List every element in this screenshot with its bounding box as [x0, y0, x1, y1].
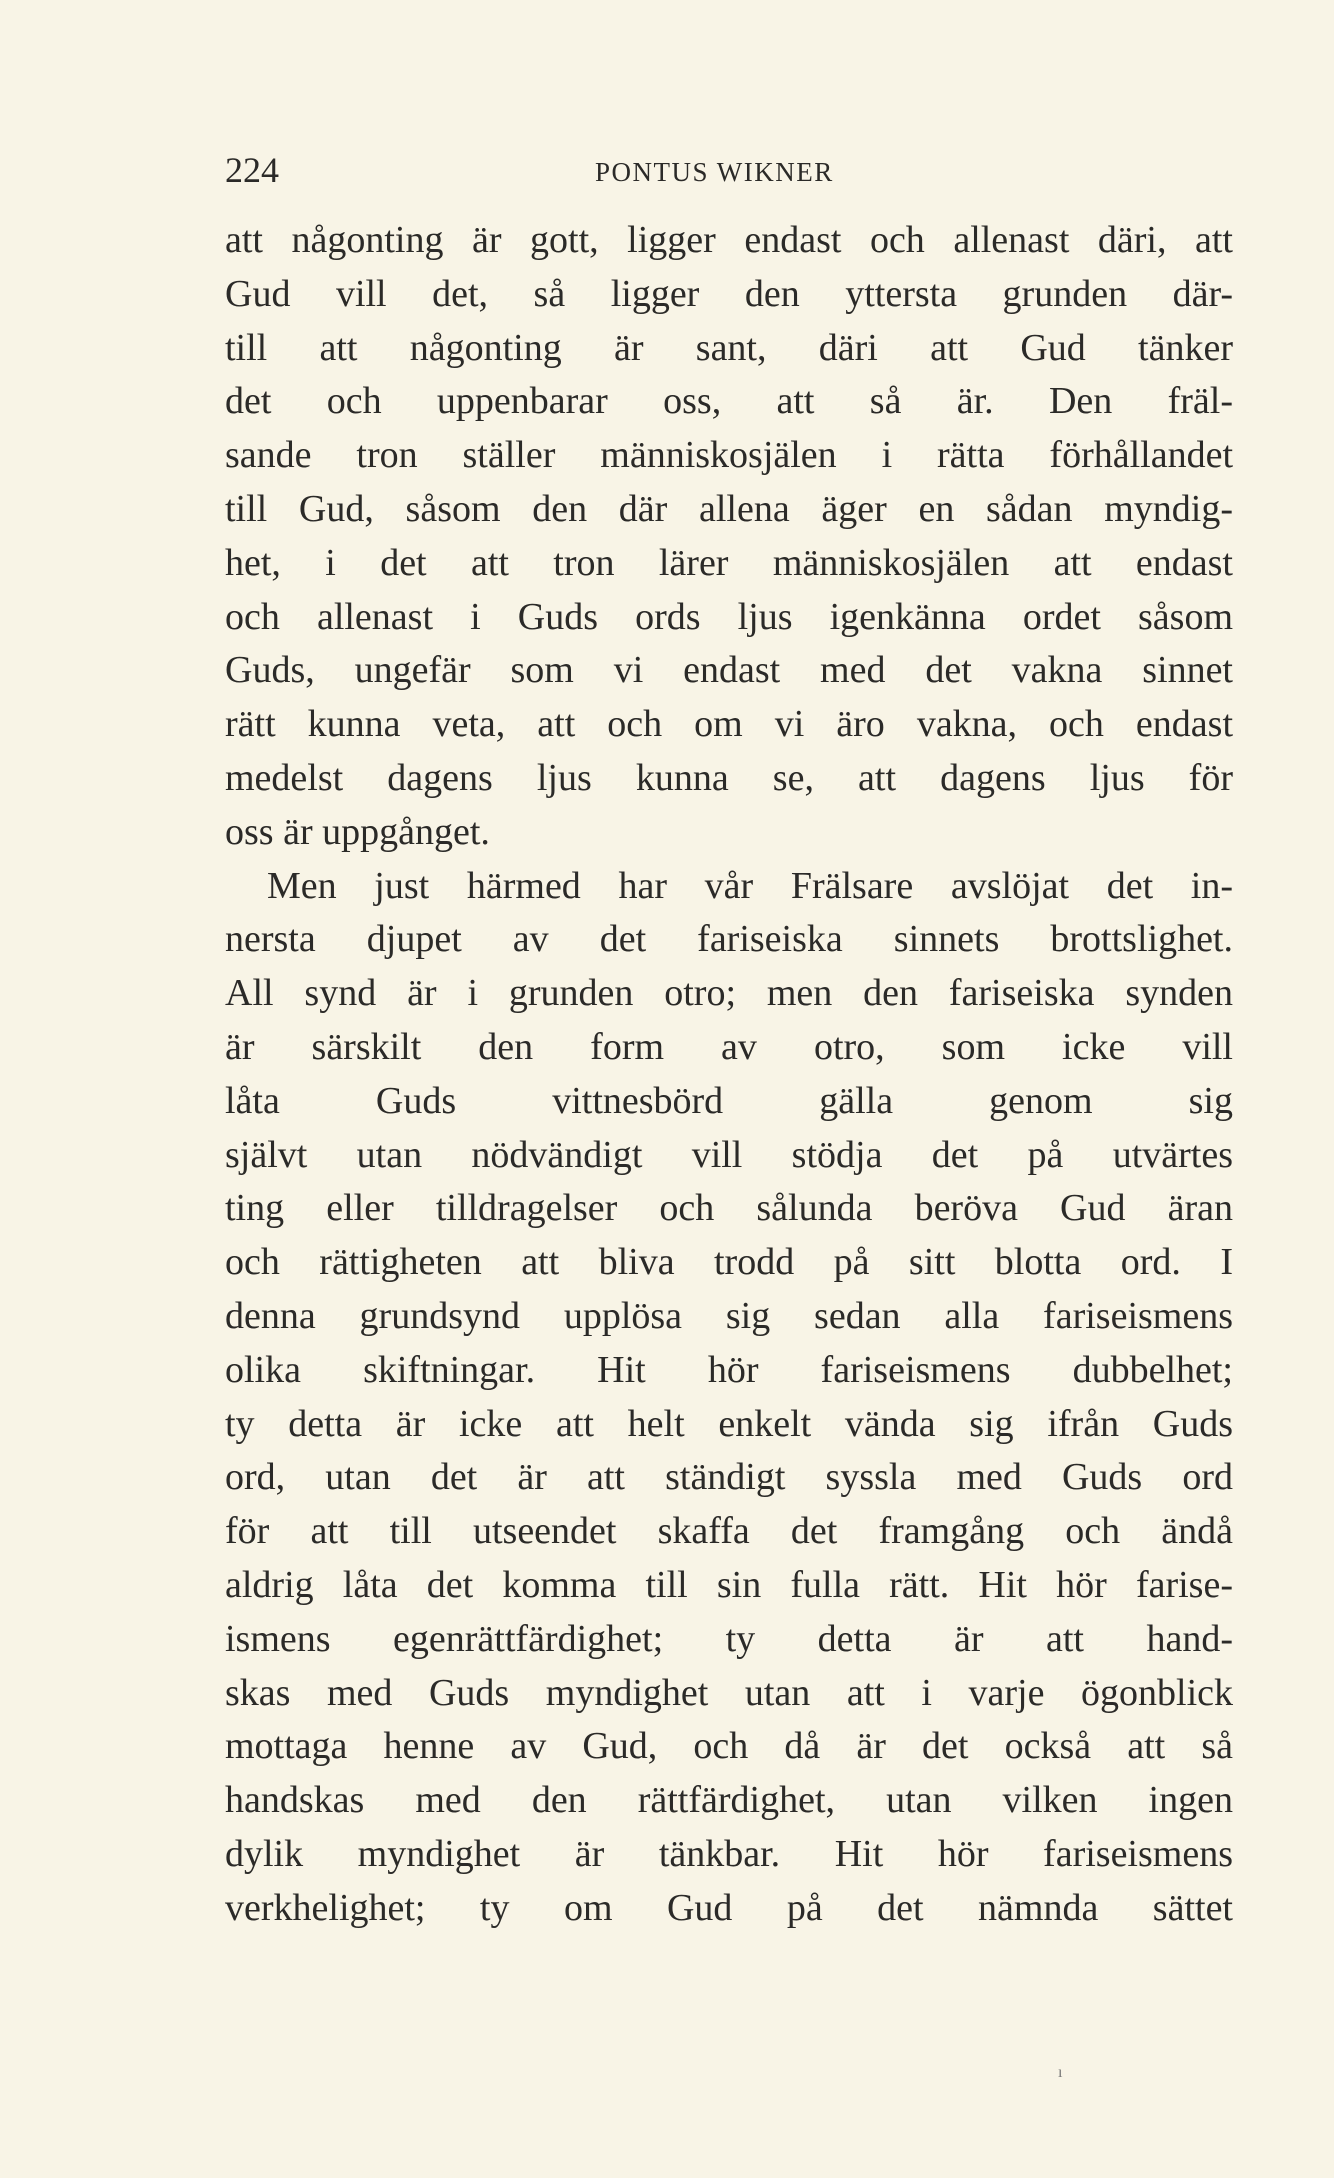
- text-line: dylik myndighet är tänkbar. Hit hör fariseismens: [225, 1832, 1233, 1875]
- text-line: verkhelighet; ty om Gud på det nämnda sättet: [225, 1886, 1233, 1929]
- page-number: 224: [225, 150, 279, 190]
- text-line: medelst dagens ljus kunna se, att dagens ljus för: [225, 756, 1233, 799]
- running-title: PONTUS WIKNER: [595, 157, 834, 187]
- text-line: att någonting är gott, ligger endast och allenast däri, att: [225, 219, 1233, 261]
- text-line: det och uppenbarar oss, att så är. Den fräl-: [225, 380, 1233, 423]
- text-line: och rättigheten att bliva trodd på sitt blotta ord. I: [225, 1241, 1233, 1284]
- text-line: för att till utseendet skaffa det framgång och ändå: [225, 1510, 1233, 1553]
- text-line: All synd är i grunden otro; men den fariseiska synden: [225, 972, 1233, 1015]
- text-line: handskas med den rättfärdighet, utan vilken ingen: [225, 1779, 1233, 1822]
- text-line: mottaga henne av Gud, och då är det också att så: [225, 1725, 1233, 1768]
- text-line: och allenast i Guds ords ljus igenkänna ordet såsom: [225, 595, 1233, 638]
- text-line: het, i det att tron lärer människosjälen att endast: [225, 541, 1233, 584]
- text-line: ty detta är icke att helt enkelt vända sig ifrån Guds: [225, 1402, 1233, 1445]
- text-line: Guds, ungefär som vi endast med det vakna sinnet: [225, 649, 1233, 692]
- text-line: låta Guds vittnesbörd gälla genom sig: [225, 1079, 1233, 1122]
- text-line: självt utan nödvändigt vill stödja det på utvärtes: [225, 1133, 1233, 1176]
- text-line: till att någonting är sant, däri att Gud tänker: [225, 326, 1233, 369]
- text-line: är särskilt den form av otro, som icke vill: [225, 1025, 1233, 1068]
- stray-print-mark: ı: [1058, 2064, 1063, 2081]
- text-line: till Gud, såsom den där allena äger en sådan myndig-: [225, 487, 1233, 530]
- text-line: Gud vill det, så ligger den yttersta grunden där-: [225, 272, 1233, 315]
- text-line: ord, utan det är att ständigt syssla med Guds ord: [225, 1456, 1233, 1499]
- text-line: rätt kunna veta, att och om vi äro vakna, och endast: [225, 703, 1233, 746]
- text-line: nersta djupet av det fariseiska sinnets brottslighet.: [225, 918, 1233, 961]
- paragraph-start-line: Men just härmed har vår Frälsare avslöjat det in-: [267, 864, 1233, 907]
- paragraph-end-line: oss är uppgånget.: [225, 810, 490, 853]
- text-line: denna grundsynd upplösa sig sedan alla fariseismens: [225, 1294, 1233, 1337]
- page-header: [225, 148, 1235, 198]
- text-line: olika skiftningar. Hit hör fariseismens dubbelhet;: [225, 1348, 1233, 1391]
- text-line: ismens egenrättfärdighet; ty detta är att hand-: [225, 1617, 1233, 1660]
- text-line: sande tron ställer människosjälen i rätta förhållandet: [225, 434, 1233, 477]
- text-line: aldrig låta det komma till sin fulla rätt. Hit hör farise-: [225, 1563, 1233, 1606]
- text-line: skas med Guds myndighet utan att i varje ögonblick: [225, 1671, 1233, 1714]
- text-line: ting eller tilldragelser och sålunda beröva Gud äran: [225, 1187, 1233, 1230]
- body-text: [225, 214, 1233, 1936]
